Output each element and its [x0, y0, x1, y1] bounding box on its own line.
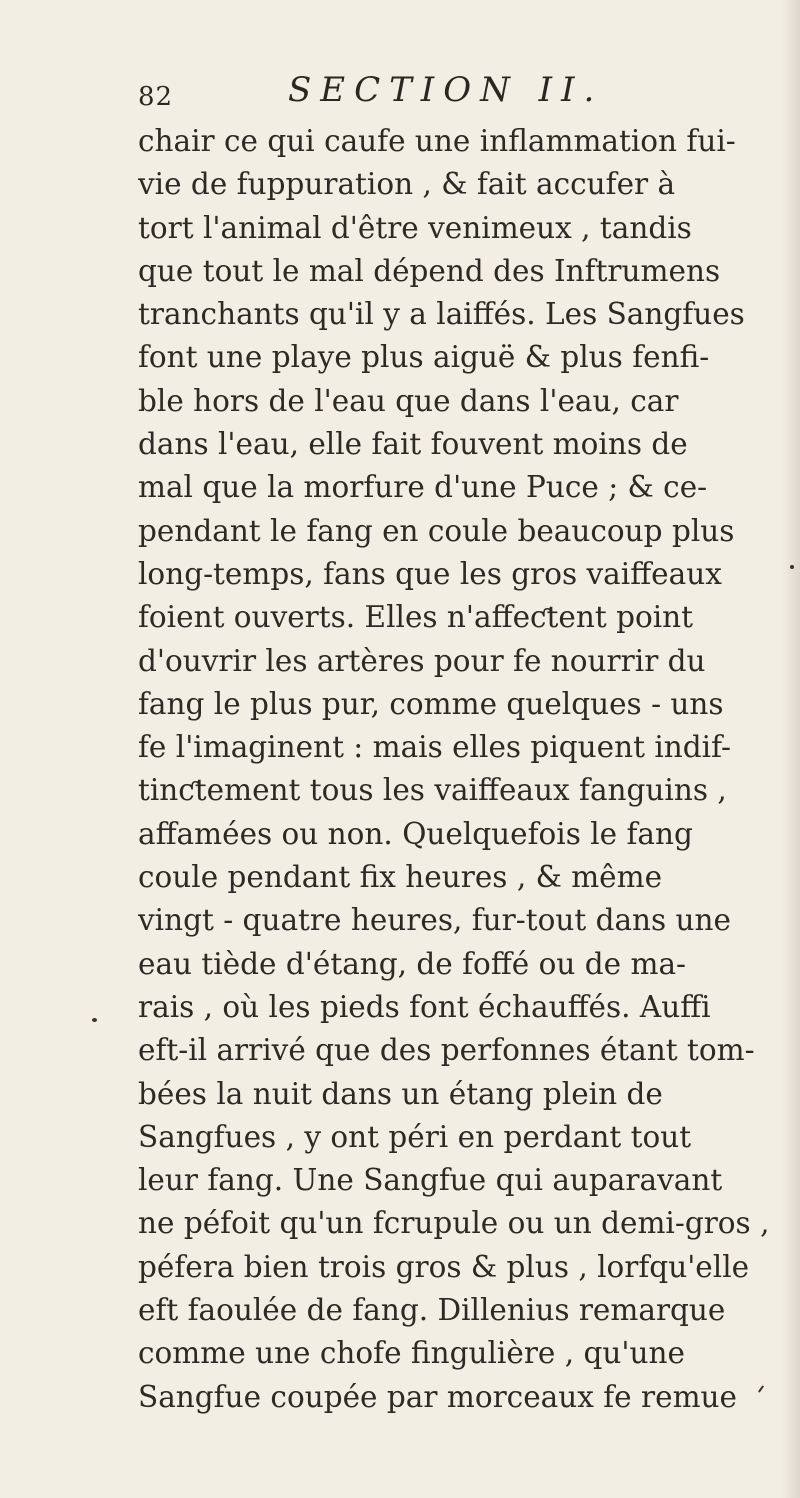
text-line: rais , où les pieds font échauffés. Auffi [138, 989, 711, 1024]
text-line: pendant le fang en coule beaucoup plus [138, 513, 735, 548]
text-line: eft-il arrivé que des perfonnes étant tom- [138, 1033, 755, 1068]
text-line: font une playe plus aiguë & plus fenfi- [138, 340, 710, 375]
page-number: 82 [138, 82, 174, 112]
ink-speck [92, 1018, 97, 1022]
text-line: chair ce qui caufe une inflammation fui- [138, 124, 736, 158]
text-line: coule pendant fix heures , & même [138, 860, 663, 895]
text-line: Sangfues , y ont péri en perdant tout [138, 1119, 692, 1154]
text-line: ble hors de l'eau que dans l'eau, car [138, 383, 679, 418]
text-line: affamées ou non. Quelquefois le fang [138, 816, 693, 851]
running-head: SECTION II. [288, 70, 604, 110]
text-line: long-temps, fans que les gros vaiffeaux [138, 556, 722, 591]
text-line: fe l'imaginent : mais elles piquent indif- [138, 730, 731, 765]
text-line: eau tiède d'étang, de foffé ou de ma- [138, 946, 686, 981]
page-header [138, 70, 788, 120]
text-line: Sangfue coupée par morceaux fe remue [138, 1379, 738, 1414]
text-line: leur fang. Une Sangfue qui auparavant [138, 1163, 723, 1198]
text-line: tort l'animal d'être venimeux , tandis [138, 210, 692, 245]
text-line: bées la nuit dans un étang plein de [138, 1076, 663, 1111]
text-line: ne péfoit qu'un fcrupule ou un demi-gros , [138, 1206, 770, 1241]
text-line: vie de fuppuration , & fait accufer à [138, 167, 676, 202]
text-line: mal que la morfure d'une Puce ; & ce- [138, 470, 708, 505]
page-edge-shadow [782, 0, 800, 1498]
text-line: d'ouvrir les artères pour fe nourrir du [138, 643, 706, 678]
text-line: comme une chofe fingulière , qu'une [138, 1336, 685, 1371]
text-line: que tout le mal dépend des Inftrumens [138, 253, 721, 288]
body-text [138, 120, 778, 1419]
text-line: vingt - quatre heures, fur-tout dans une [138, 903, 732, 938]
text-line: péfera bien trois gros & plus , lorfqu'elle [138, 1249, 750, 1284]
text-line: eft faoulée de fang. Dillenius remarque [138, 1293, 726, 1328]
text-line: fang le plus pur, comme quelques - uns [138, 686, 724, 721]
text-line: dans l'eau, elle fait fouvent moins de [138, 427, 688, 462]
text-line: tinƈtement tous les vaiffeaux fanguins , [138, 773, 727, 808]
text-line: foient ouverts. Elles n'affeƈtent point [138, 600, 694, 635]
ink-speck [790, 565, 794, 569]
text-line: tranchants qu'il y a laiffés. Les Sangfues [138, 297, 745, 332]
